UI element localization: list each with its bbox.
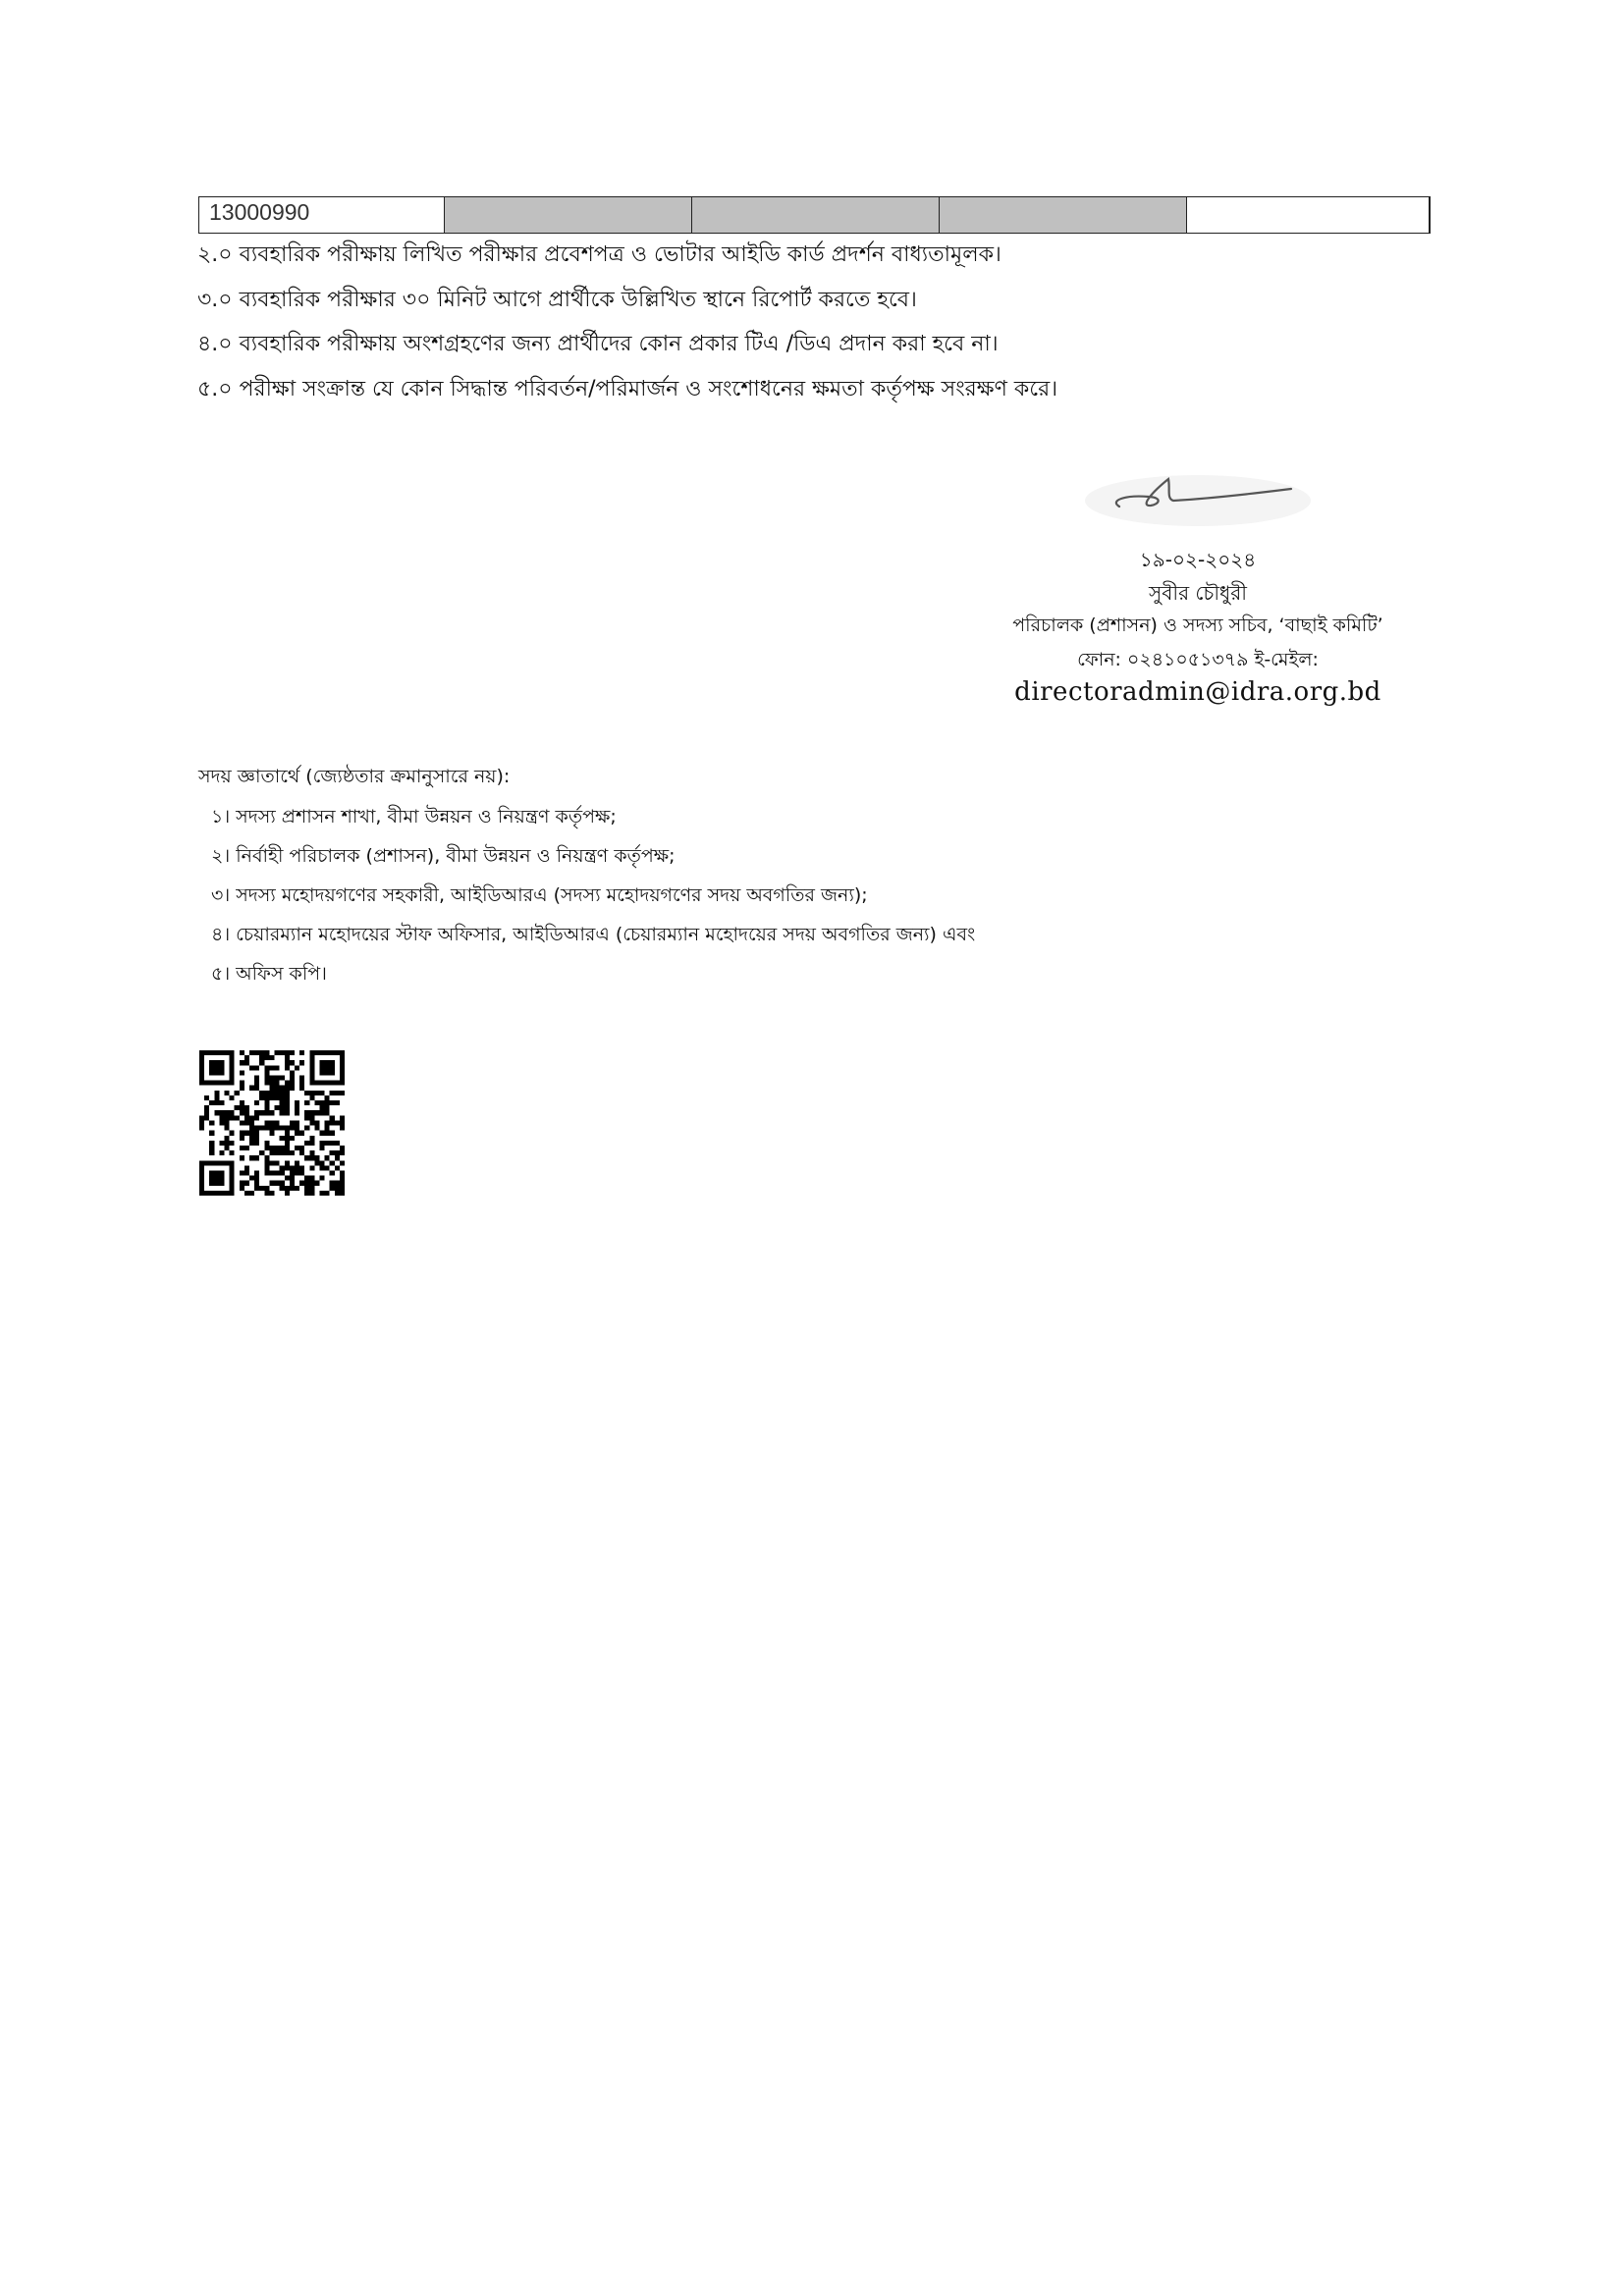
qr-code-icon xyxy=(199,1050,345,1196)
roll-number-cell: 13000990 xyxy=(199,197,445,233)
shaded-cell xyxy=(940,197,1187,233)
distribution-item: ৫। অফিস কপি। xyxy=(211,963,327,985)
instruction-item: ৩.০ ব্যবহারিক পরীক্ষার ৩০ মিনিট আগে প্রার্থীকে উল্লিখিত স্থানে রিপোর্ট করতে হবে। xyxy=(197,287,917,312)
distribution-heading: সদয় জ্ঞাতার্থে (জ্যেষ্ঠতার ক্রমানুসারে নয়): xyxy=(198,766,511,787)
distribution-item: ২। নির্বাহী পরিচালক (প্রশাসন), বীমা উন্নয়ন ও নিয়ন্ত্রণ কর্তৃপক্ষ; xyxy=(211,845,676,867)
signatory-name: সুবীর চৌধুরী xyxy=(1149,581,1247,605)
instruction-item: ২.০ ব্যবহারিক পরীক্ষায় লিখিত পরীক্ষার প্রবেশপত্র ও ভোটার আইডি কার্ড প্রদর্শন বাধ্যতামূলক। xyxy=(197,242,1001,267)
signature-icon xyxy=(1080,461,1316,530)
empty-cell xyxy=(1187,197,1431,233)
instruction-item: ৪.০ ব্যবহারিক পরীক্ষায় অংশগ্রহণের জন্য প্রার্থীদের কোন প্রকার টিএ /ডিএ প্রদান করা হবে না। xyxy=(197,332,999,356)
signature-date: ১৯-০২-২০২৪ xyxy=(1139,548,1257,571)
signatory-designation: পরিচালক (প্রশাসন) ও সদস্য সচিব, ‘বাছাই কমিটি’ xyxy=(1012,614,1383,636)
distribution-item: ৪। চেয়ারম্যান মহোদয়ের স্টাফ অফিসার, আইডিআরএ (চেয়ারম্যান মহোদয়ের সদয় অবগতির জন্য) এবং xyxy=(211,924,976,945)
instructions-list xyxy=(197,239,1474,417)
instruction-item: ৫.০ পরীক্ষা সংক্রান্ত যে কোন সিদ্ধান্ত পরিবর্তন/পরিমার্জন ও সংশোধনের ক্ষমতা কর্তৃপক্ষ সংরক্ষণ করে। xyxy=(197,376,1058,401)
shaded-cell xyxy=(445,197,692,233)
distribution-list xyxy=(211,803,975,999)
distribution-item: ৩। সদস্য মহোদয়গণের সহকারী, আইডিআরএ (সদস্য মহোদয়গণের সদয় অবগতির জন্য); xyxy=(211,884,868,906)
signatory-email: directoradmin@idra.org.bd xyxy=(1014,677,1381,707)
shaded-cell xyxy=(692,197,940,233)
roll-number-table-row xyxy=(198,196,1431,234)
distribution-item: ১। সদস্য প্রশাসন শাখা, বীমা উন্নয়ন ও নিয়ন্ত্রণ কর্তৃপক্ষ; xyxy=(211,806,617,828)
signatory-phone: ফোন: ০২৪১০৫১৩৭৯ ই-মেইল: xyxy=(1077,649,1319,670)
